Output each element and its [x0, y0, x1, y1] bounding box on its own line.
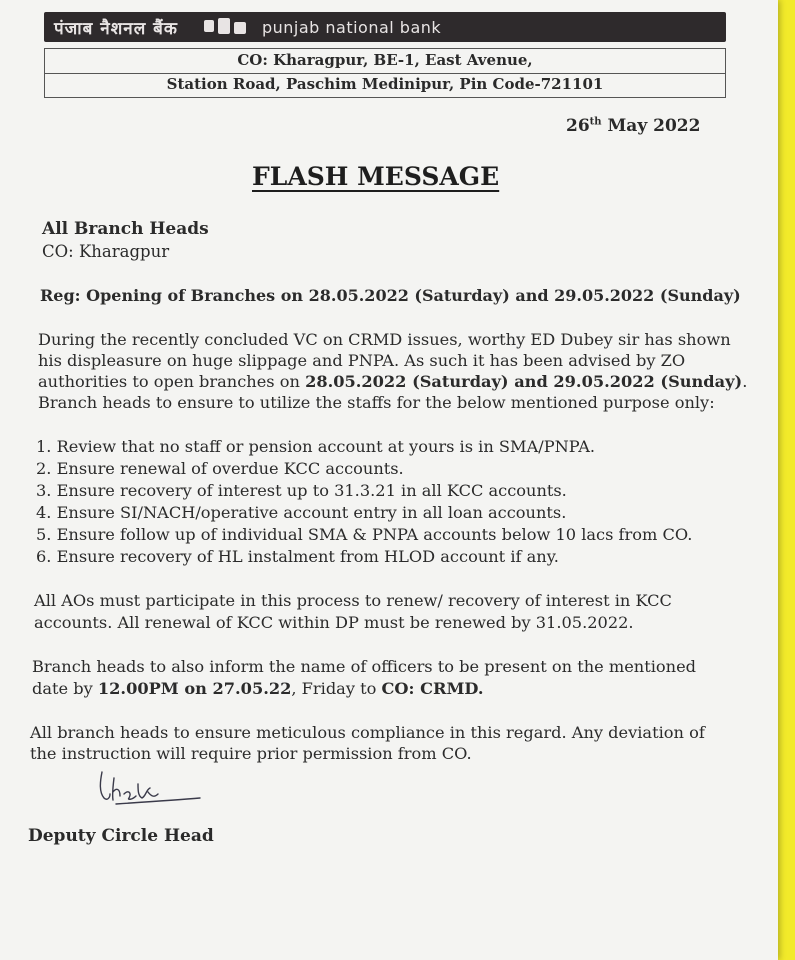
- para1-line-1: During the recently concluded VC on CRMD issues, worthy ED Dubey sir has shown: [38, 330, 731, 349]
- pnb-logo-icon: [204, 18, 248, 36]
- para3-recipient: CO: CRMD.: [381, 679, 484, 698]
- list-item: 6. Ensure recovery of HL instalment from HLOD account if any.: [36, 547, 559, 566]
- para1-line-4: Branch heads to ensure to utilize the staffs for the below mentioned purpose only:: [38, 393, 715, 412]
- para4-line-2: the instruction will require prior permission from CO.: [30, 744, 472, 763]
- letter-date: [566, 116, 700, 136]
- para3-line-1: Branch heads to also inform the name of officers to be present on the mentioned: [32, 657, 697, 676]
- para1-line-3-end: .: [742, 372, 748, 391]
- recipient-line-2: CO: Kharagpur: [42, 242, 170, 261]
- bank-name-hindi: पंजाब नैशनल बैंक: [54, 18, 178, 39]
- date-suffix: th: [589, 116, 602, 128]
- para3-text-mid: , Friday to: [291, 679, 382, 698]
- list-item: 3. Ensure recovery of interest up to 31.3.21 in all KCC accounts.: [36, 481, 567, 500]
- page-title: FLASH MESSAGE: [252, 162, 500, 191]
- list-item: 1. Review that no staff or pension account at yours is in SMA/PNPA.: [36, 437, 596, 456]
- address-box: [44, 48, 726, 98]
- para2-line-1: All AOs must participate in this process to renew/ recovery of interest in KCC: [34, 591, 672, 610]
- subject-line: Reg: Opening of Branches on 28.05.2022 (Saturday) and 29.05.2022 (Sunday): [40, 286, 741, 305]
- signatory-role: Deputy Circle Head: [28, 826, 214, 846]
- list-item: 5. Ensure follow up of individual SMA & PNPA accounts below 10 lacs from CO.: [36, 525, 693, 544]
- para3-text: date by: [32, 679, 98, 698]
- para1-line-3-dates: 28.05.2022 (Saturday) and 29.05.2022 (Sunday): [305, 372, 743, 391]
- para3-deadline: 12.00PM on 27.05.22: [97, 679, 292, 698]
- handwritten-signature: [96, 768, 206, 812]
- para4-line-1: All branch heads to ensure meticulous compliance in this regard. Any deviation of: [30, 723, 705, 742]
- recipient-line-1: All Branch Heads: [42, 219, 209, 239]
- address-line-1: CO: Kharagpur, BE-1, East Avenue,: [45, 51, 725, 74]
- para1-line-2: his displeasure on huge slippage and PNPA. As such it has been advised by ZO: [38, 351, 686, 370]
- list-item: 4. Ensure SI/NACH/operative account entry in all loan accounts.: [36, 503, 567, 522]
- address-line-2: Station Road, Paschim Medinipur, Pin Code-721101: [166, 75, 604, 93]
- date-rest: May 2022: [607, 116, 701, 136]
- para3-line-2: [32, 678, 483, 699]
- para1-line-3-text: authorities to open branches on: [38, 372, 306, 391]
- para1-line-3: [38, 371, 747, 392]
- para2-line-2: accounts. All renewal of KCC within DP must be renewed by 31.05.2022.: [34, 613, 634, 632]
- bank-name-english: punjab national bank: [261, 17, 442, 37]
- date-day: 26: [566, 116, 590, 136]
- bank-letterhead: [44, 12, 726, 42]
- list-item: 2. Ensure renewal of overdue KCC accounts.: [36, 459, 404, 478]
